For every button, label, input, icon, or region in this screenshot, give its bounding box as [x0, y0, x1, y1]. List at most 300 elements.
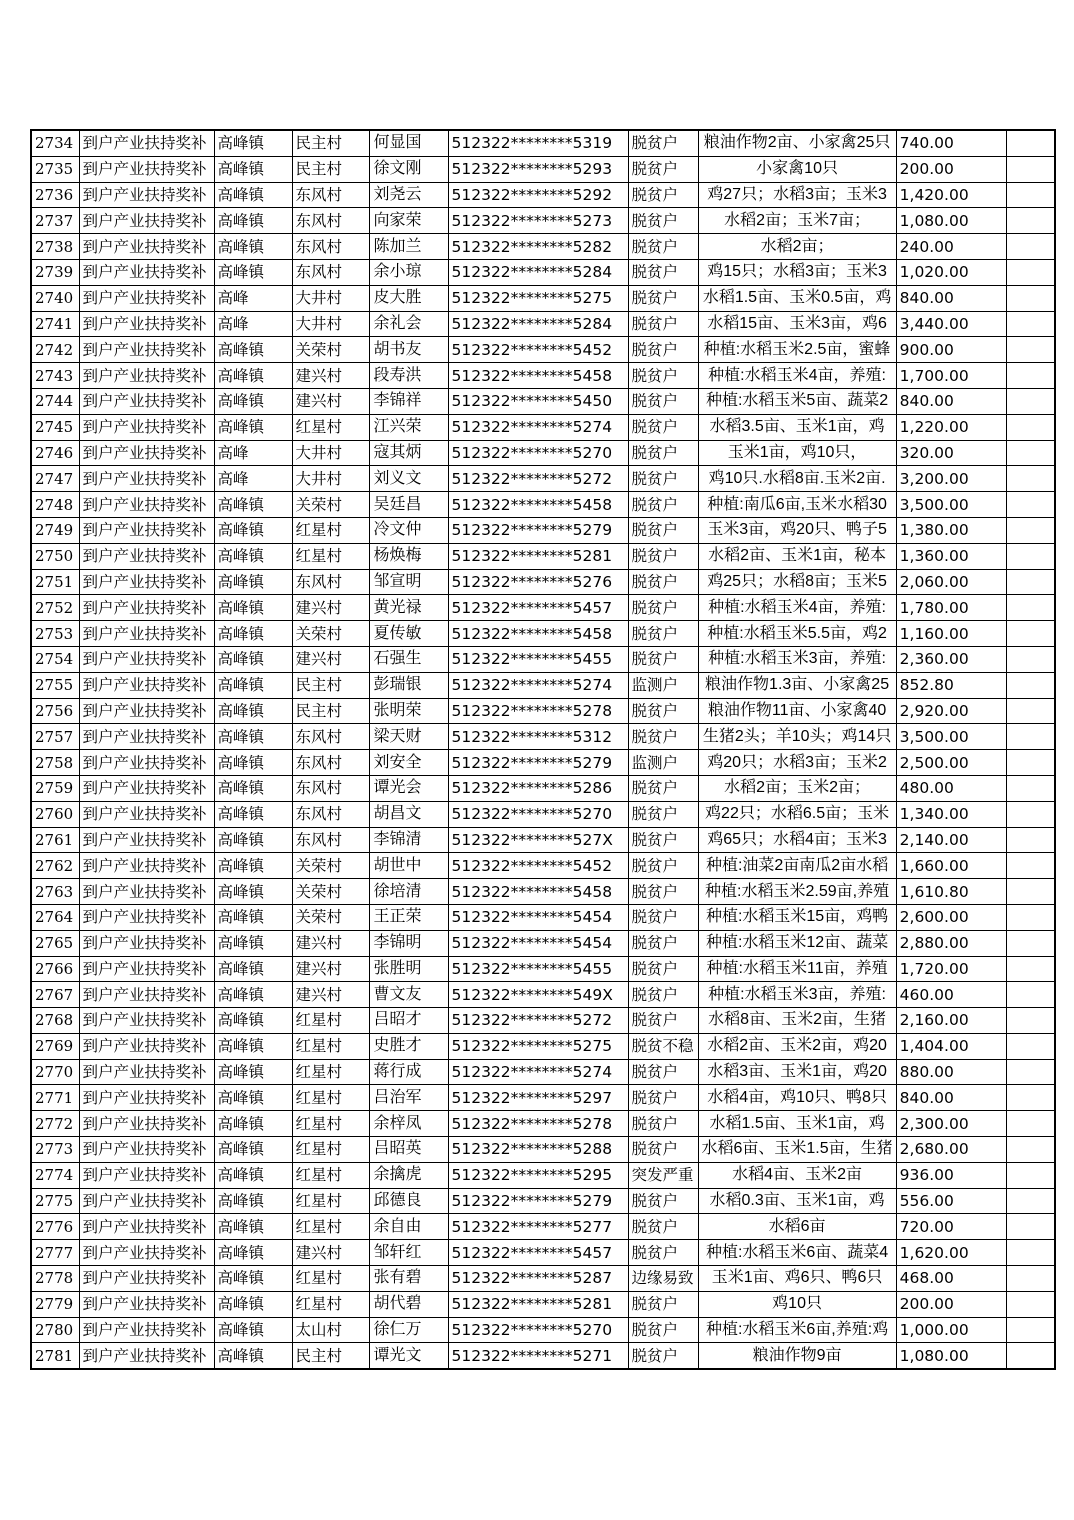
subsidy-table	[30, 129, 1056, 1370]
person-name-cell: 寇其炳	[369, 440, 448, 466]
remark-cell	[1006, 775, 1055, 801]
table-row	[31, 1111, 1055, 1137]
table-row	[31, 827, 1055, 853]
table-row	[31, 414, 1055, 440]
project-name-cell: 到户产业扶持奖补	[79, 440, 214, 466]
table-row	[31, 1059, 1055, 1085]
industry-detail-cell: 种植:水稻玉米6亩,养殖:鸡	[698, 1317, 896, 1343]
project-name-cell: 到户产业扶持奖补	[79, 156, 214, 182]
id-number-cell: 512322********5279	[448, 750, 628, 776]
row-number-cell: 2770	[31, 1059, 79, 1085]
row-number-cell: 2740	[31, 285, 79, 311]
remark-cell	[1006, 930, 1055, 956]
row-number-cell: 2760	[31, 801, 79, 827]
household-type-cell: 脱贫户	[628, 775, 698, 801]
amount-cell: 3,500.00	[896, 724, 1006, 750]
amount-cell: 740.00	[896, 130, 1006, 156]
project-name-cell: 到户产业扶持奖补	[79, 1162, 214, 1188]
row-number-cell: 2755	[31, 672, 79, 698]
row-number-cell: 2764	[31, 904, 79, 930]
town-cell: 高峰镇	[214, 775, 292, 801]
village-cell: 建兴村	[292, 595, 369, 621]
remark-cell	[1006, 363, 1055, 389]
household-type-cell: 脱贫户	[628, 1008, 698, 1034]
household-type-cell: 边缘易致	[628, 1266, 698, 1292]
amount-cell: 240.00	[896, 234, 1006, 260]
id-number-cell: 512322********549X	[448, 982, 628, 1008]
household-type-cell: 突发严重	[628, 1162, 698, 1188]
town-cell: 高峰镇	[214, 388, 292, 414]
town-cell: 高峰镇	[214, 1240, 292, 1266]
household-type-cell: 脱贫户	[628, 130, 698, 156]
village-cell: 红星村	[292, 1033, 369, 1059]
person-name-cell: 谭光会	[369, 775, 448, 801]
amount-cell: 2,160.00	[896, 1008, 1006, 1034]
person-name-cell: 吕昭英	[369, 1137, 448, 1163]
industry-detail-cell: 水稻3.5亩、玉米1亩，鸡	[698, 414, 896, 440]
id-number-cell: 512322********5278	[448, 1111, 628, 1137]
project-name-cell: 到户产业扶持奖补	[79, 801, 214, 827]
village-cell: 东风村	[292, 775, 369, 801]
row-number-cell: 2762	[31, 853, 79, 879]
person-name-cell: 冷文仲	[369, 517, 448, 543]
table-row	[31, 440, 1055, 466]
town-cell: 高峰	[214, 466, 292, 492]
industry-detail-cell: 种植:水稻玉米2.59亩,养殖	[698, 879, 896, 905]
town-cell: 高峰镇	[214, 517, 292, 543]
industry-detail-cell: 水稻1.5亩、玉米0.5亩，鸡	[698, 285, 896, 311]
person-name-cell: 曹文友	[369, 982, 448, 1008]
industry-detail-cell: 种植:油菜2亩南瓜2亩水稻	[698, 853, 896, 879]
amount-cell: 852.80	[896, 672, 1006, 698]
village-cell: 红星村	[292, 1085, 369, 1111]
town-cell: 高峰镇	[214, 363, 292, 389]
project-name-cell: 到户产业扶持奖补	[79, 775, 214, 801]
town-cell: 高峰镇	[214, 182, 292, 208]
town-cell: 高峰镇	[214, 879, 292, 905]
remark-cell	[1006, 956, 1055, 982]
remark-cell	[1006, 724, 1055, 750]
project-name-cell: 到户产业扶持奖补	[79, 1214, 214, 1240]
table-row	[31, 1085, 1055, 1111]
project-name-cell: 到户产业扶持奖补	[79, 982, 214, 1008]
industry-detail-cell: 粮油作物1.3亩、小家禽25	[698, 672, 896, 698]
table-row	[31, 879, 1055, 905]
village-cell: 大井村	[292, 466, 369, 492]
row-number-cell: 2741	[31, 311, 79, 337]
amount-cell: 1,160.00	[896, 621, 1006, 647]
industry-detail-cell: 粮油作物2亩、小家禽25只	[698, 130, 896, 156]
id-number-cell: 512322********5295	[448, 1162, 628, 1188]
id-number-cell: 512322********5319	[448, 130, 628, 156]
table-row	[31, 569, 1055, 595]
amount-cell: 3,200.00	[896, 466, 1006, 492]
village-cell: 红星村	[292, 1266, 369, 1292]
id-number-cell: 512322********5270	[448, 440, 628, 466]
row-number-cell: 2744	[31, 388, 79, 414]
industry-detail-cell: 鸡15只；水稻3亩；玉米3	[698, 259, 896, 285]
amount-cell: 320.00	[896, 440, 1006, 466]
person-name-cell: 余自由	[369, 1214, 448, 1240]
household-type-cell: 脱贫户	[628, 492, 698, 518]
id-number-cell: 512322********5457	[448, 1240, 628, 1266]
table-row	[31, 646, 1055, 672]
id-number-cell: 512322********5274	[448, 414, 628, 440]
village-cell: 红星村	[292, 1188, 369, 1214]
id-number-cell: 512322********527X	[448, 827, 628, 853]
person-name-cell: 李锦清	[369, 827, 448, 853]
industry-detail-cell: 鸡65只；水稻4亩；玉米3	[698, 827, 896, 853]
town-cell: 高峰镇	[214, 672, 292, 698]
amount-cell: 1,340.00	[896, 801, 1006, 827]
amount-cell: 720.00	[896, 1214, 1006, 1240]
household-type-cell: 脱贫户	[628, 311, 698, 337]
village-cell: 关荣村	[292, 337, 369, 363]
amount-cell: 1,220.00	[896, 414, 1006, 440]
town-cell: 高峰镇	[214, 1137, 292, 1163]
industry-detail-cell: 种植:水稻玉米15亩，鸡鸭	[698, 904, 896, 930]
project-name-cell: 到户产业扶持奖补	[79, 337, 214, 363]
industry-detail-cell: 水稻3亩、玉米1亩，鸡20	[698, 1059, 896, 1085]
table-row	[31, 285, 1055, 311]
village-cell: 大井村	[292, 440, 369, 466]
town-cell: 高峰镇	[214, 208, 292, 234]
industry-detail-cell: 水稻4亩、玉米2亩	[698, 1162, 896, 1188]
town-cell: 高峰镇	[214, 827, 292, 853]
project-name-cell: 到户产业扶持奖补	[79, 182, 214, 208]
village-cell: 关荣村	[292, 853, 369, 879]
amount-cell: 1,420.00	[896, 182, 1006, 208]
id-number-cell: 512322********5286	[448, 775, 628, 801]
remark-cell	[1006, 1137, 1055, 1163]
town-cell: 高峰镇	[214, 414, 292, 440]
person-name-cell: 吕治军	[369, 1085, 448, 1111]
project-name-cell: 到户产业扶持奖补	[79, 492, 214, 518]
household-type-cell: 脱贫不稳	[628, 1033, 698, 1059]
project-name-cell: 到户产业扶持奖补	[79, 672, 214, 698]
project-name-cell: 到户产业扶持奖补	[79, 1137, 214, 1163]
remark-cell	[1006, 1059, 1055, 1085]
industry-detail-cell: 种植:水稻玉米12亩、蔬菜	[698, 930, 896, 956]
industry-detail-cell: 种植:水稻玉米11亩，养殖	[698, 956, 896, 982]
id-number-cell: 512322********5450	[448, 388, 628, 414]
town-cell: 高峰镇	[214, 543, 292, 569]
remark-cell	[1006, 801, 1055, 827]
amount-cell: 3,440.00	[896, 311, 1006, 337]
project-name-cell: 到户产业扶持奖补	[79, 1188, 214, 1214]
row-number-cell: 2752	[31, 595, 79, 621]
project-name-cell: 到户产业扶持奖补	[79, 853, 214, 879]
table-row	[31, 1188, 1055, 1214]
household-type-cell: 脱贫户	[628, 621, 698, 647]
household-type-cell: 脱贫户	[628, 569, 698, 595]
row-number-cell: 2778	[31, 1266, 79, 1292]
amount-cell: 840.00	[896, 388, 1006, 414]
household-type-cell: 监测户	[628, 750, 698, 776]
town-cell: 高峰镇	[214, 130, 292, 156]
town-cell: 高峰镇	[214, 259, 292, 285]
industry-detail-cell: 种植:水稻玉米2.5亩，蜜蜂	[698, 337, 896, 363]
amount-cell: 3,500.00	[896, 492, 1006, 518]
household-type-cell: 脱贫户	[628, 956, 698, 982]
industry-detail-cell: 生猪2头；羊10头；鸡14只	[698, 724, 896, 750]
id-number-cell: 512322********5277	[448, 1214, 628, 1240]
remark-cell	[1006, 569, 1055, 595]
industry-detail-cell: 水稻2亩、玉米2亩，鸡20	[698, 1033, 896, 1059]
amount-cell: 2,880.00	[896, 930, 1006, 956]
village-cell: 民主村	[292, 698, 369, 724]
town-cell: 高峰镇	[214, 1291, 292, 1317]
row-number-cell: 2739	[31, 259, 79, 285]
industry-detail-cell: 玉米3亩，鸡20只、鸭子5	[698, 517, 896, 543]
id-number-cell: 512322********5293	[448, 156, 628, 182]
town-cell: 高峰	[214, 285, 292, 311]
project-name-cell: 到户产业扶持奖补	[79, 904, 214, 930]
village-cell: 红星村	[292, 414, 369, 440]
village-cell: 关荣村	[292, 492, 369, 518]
table-row	[31, 363, 1055, 389]
table-row	[31, 853, 1055, 879]
household-type-cell: 脱贫户	[628, 698, 698, 724]
person-name-cell: 余小琼	[369, 259, 448, 285]
id-number-cell: 512322********5288	[448, 1137, 628, 1163]
industry-detail-cell: 种植:南瓜6亩,玉米水稻30	[698, 492, 896, 518]
industry-detail-cell: 种植:水稻玉米4亩，养殖:	[698, 595, 896, 621]
remark-cell	[1006, 1317, 1055, 1343]
table-row	[31, 698, 1055, 724]
project-name-cell: 到户产业扶持奖补	[79, 698, 214, 724]
village-cell: 东风村	[292, 259, 369, 285]
remark-cell	[1006, 311, 1055, 337]
project-name-cell: 到户产业扶持奖补	[79, 363, 214, 389]
project-name-cell: 到户产业扶持奖补	[79, 1111, 214, 1137]
remark-cell	[1006, 517, 1055, 543]
amount-cell: 1,610.80	[896, 879, 1006, 905]
remark-cell	[1006, 492, 1055, 518]
project-name-cell: 到户产业扶持奖补	[79, 1343, 214, 1369]
person-name-cell: 邹宣明	[369, 569, 448, 595]
id-number-cell: 512322********5279	[448, 1188, 628, 1214]
table-row	[31, 750, 1055, 776]
person-name-cell: 刘义文	[369, 466, 448, 492]
household-type-cell: 监测户	[628, 672, 698, 698]
town-cell: 高峰镇	[214, 1033, 292, 1059]
table-row	[31, 130, 1055, 156]
household-type-cell: 脱贫户	[628, 285, 698, 311]
person-name-cell: 余礼会	[369, 311, 448, 337]
amount-cell: 840.00	[896, 285, 1006, 311]
id-number-cell: 512322********5312	[448, 724, 628, 750]
town-cell: 高峰镇	[214, 156, 292, 182]
remark-cell	[1006, 646, 1055, 672]
village-cell: 民主村	[292, 130, 369, 156]
person-name-cell: 胡昌文	[369, 801, 448, 827]
table-row	[31, 595, 1055, 621]
table-row	[31, 1162, 1055, 1188]
person-name-cell: 刘安全	[369, 750, 448, 776]
village-cell: 东风村	[292, 827, 369, 853]
town-cell: 高峰镇	[214, 1059, 292, 1085]
project-name-cell: 到户产业扶持奖补	[79, 414, 214, 440]
industry-detail-cell: 小家禽10只	[698, 156, 896, 182]
industry-detail-cell: 水稻0.3亩、玉米1亩，鸡	[698, 1188, 896, 1214]
amount-cell: 1,700.00	[896, 363, 1006, 389]
amount-cell: 936.00	[896, 1162, 1006, 1188]
town-cell: 高峰镇	[214, 956, 292, 982]
person-name-cell: 王正荣	[369, 904, 448, 930]
person-name-cell: 张有碧	[369, 1266, 448, 1292]
id-number-cell: 512322********5284	[448, 311, 628, 337]
project-name-cell: 到户产业扶持奖补	[79, 208, 214, 234]
amount-cell: 2,680.00	[896, 1137, 1006, 1163]
industry-detail-cell: 鸡10只	[698, 1291, 896, 1317]
project-name-cell: 到户产业扶持奖补	[79, 750, 214, 776]
id-number-cell: 512322********5454	[448, 904, 628, 930]
household-type-cell: 脱贫户	[628, 646, 698, 672]
household-type-cell: 脱贫户	[628, 595, 698, 621]
person-name-cell: 吕昭才	[369, 1008, 448, 1034]
id-number-cell: 512322********5276	[448, 569, 628, 595]
village-cell: 关荣村	[292, 904, 369, 930]
table-row	[31, 517, 1055, 543]
village-cell: 东风村	[292, 801, 369, 827]
town-cell: 高峰镇	[214, 1111, 292, 1137]
town-cell: 高峰镇	[214, 750, 292, 776]
person-name-cell: 李锦祥	[369, 388, 448, 414]
household-type-cell: 脱贫户	[628, 1137, 698, 1163]
remark-cell	[1006, 1188, 1055, 1214]
industry-detail-cell: 种植:水稻玉米6亩、蔬菜4	[698, 1240, 896, 1266]
person-name-cell: 徐仁万	[369, 1317, 448, 1343]
household-type-cell: 脱贫户	[628, 853, 698, 879]
household-type-cell: 脱贫户	[628, 1111, 698, 1137]
row-number-cell: 2772	[31, 1111, 79, 1137]
id-number-cell: 512322********5282	[448, 234, 628, 260]
town-cell: 高峰镇	[214, 621, 292, 647]
amount-cell: 556.00	[896, 1188, 1006, 1214]
industry-detail-cell: 水稻6亩	[698, 1214, 896, 1240]
amount-cell: 2,600.00	[896, 904, 1006, 930]
person-name-cell: 邱德良	[369, 1188, 448, 1214]
amount-cell: 1,720.00	[896, 956, 1006, 982]
project-name-cell: 到户产业扶持奖补	[79, 1008, 214, 1034]
row-number-cell: 2748	[31, 492, 79, 518]
amount-cell: 840.00	[896, 1085, 1006, 1111]
town-cell: 高峰	[214, 440, 292, 466]
industry-detail-cell: 种植:水稻玉米5.5亩，鸡2	[698, 621, 896, 647]
project-name-cell: 到户产业扶持奖补	[79, 724, 214, 750]
industry-detail-cell: 种植:水稻玉米4亩，养殖:	[698, 363, 896, 389]
id-number-cell: 512322********5281	[448, 543, 628, 569]
remark-cell	[1006, 1240, 1055, 1266]
amount-cell: 200.00	[896, 156, 1006, 182]
village-cell: 大井村	[292, 311, 369, 337]
amount-cell: 1,404.00	[896, 1033, 1006, 1059]
id-number-cell: 512322********5292	[448, 182, 628, 208]
id-number-cell: 512322********5272	[448, 1008, 628, 1034]
household-type-cell: 脱贫户	[628, 414, 698, 440]
remark-cell	[1006, 672, 1055, 698]
id-number-cell: 512322********5455	[448, 956, 628, 982]
project-name-cell: 到户产业扶持奖补	[79, 1266, 214, 1292]
remark-cell	[1006, 337, 1055, 363]
village-cell: 红星村	[292, 543, 369, 569]
table-row	[31, 775, 1055, 801]
household-type-cell: 脱贫户	[628, 1085, 698, 1111]
id-number-cell: 512322********5455	[448, 646, 628, 672]
remark-cell	[1006, 414, 1055, 440]
project-name-cell: 到户产业扶持奖补	[79, 827, 214, 853]
id-number-cell: 512322********5270	[448, 1317, 628, 1343]
industry-detail-cell: 玉米1亩，鸡10只，	[698, 440, 896, 466]
household-type-cell: 脱贫户	[628, 388, 698, 414]
industry-detail-cell: 水稻1.5亩、玉米1亩，鸡	[698, 1111, 896, 1137]
remark-cell	[1006, 182, 1055, 208]
remark-cell	[1006, 388, 1055, 414]
row-number-cell: 2773	[31, 1137, 79, 1163]
remark-cell	[1006, 208, 1055, 234]
village-cell: 建兴村	[292, 646, 369, 672]
id-number-cell: 512322********5273	[448, 208, 628, 234]
household-type-cell: 脱贫户	[628, 930, 698, 956]
id-number-cell: 512322********5458	[448, 492, 628, 518]
person-name-cell: 石强生	[369, 646, 448, 672]
village-cell: 民主村	[292, 156, 369, 182]
person-name-cell: 向家荣	[369, 208, 448, 234]
table-row	[31, 337, 1055, 363]
amount-cell: 1,620.00	[896, 1240, 1006, 1266]
row-number-cell: 2737	[31, 208, 79, 234]
household-type-cell: 脱贫户	[628, 543, 698, 569]
household-type-cell: 脱贫户	[628, 879, 698, 905]
row-number-cell: 2774	[31, 1162, 79, 1188]
person-name-cell: 张胜明	[369, 956, 448, 982]
project-name-cell: 到户产业扶持奖补	[79, 930, 214, 956]
person-name-cell: 张明荣	[369, 698, 448, 724]
amount-cell: 1,360.00	[896, 543, 1006, 569]
town-cell: 高峰镇	[214, 337, 292, 363]
village-cell: 关荣村	[292, 879, 369, 905]
household-type-cell: 脱贫户	[628, 724, 698, 750]
village-cell: 红星村	[292, 1137, 369, 1163]
table-row	[31, 672, 1055, 698]
town-cell: 高峰镇	[214, 1214, 292, 1240]
remark-cell	[1006, 1085, 1055, 1111]
project-name-cell: 到户产业扶持奖补	[79, 1317, 214, 1343]
village-cell: 建兴村	[292, 982, 369, 1008]
person-name-cell: 李锦明	[369, 930, 448, 956]
person-name-cell: 余擒虎	[369, 1162, 448, 1188]
village-cell: 东风村	[292, 569, 369, 595]
village-cell: 建兴村	[292, 1240, 369, 1266]
amount-cell: 1,660.00	[896, 853, 1006, 879]
town-cell: 高峰	[214, 311, 292, 337]
village-cell: 东风村	[292, 750, 369, 776]
village-cell: 太山村	[292, 1317, 369, 1343]
table-row	[31, 234, 1055, 260]
row-number-cell: 2754	[31, 646, 79, 672]
table-row	[31, 156, 1055, 182]
remark-cell	[1006, 259, 1055, 285]
table-row	[31, 311, 1055, 337]
row-number-cell: 2757	[31, 724, 79, 750]
table-row	[31, 182, 1055, 208]
person-name-cell: 徐文刚	[369, 156, 448, 182]
table-row	[31, 724, 1055, 750]
industry-detail-cell: 粮油作物9亩	[698, 1343, 896, 1369]
row-number-cell: 2765	[31, 930, 79, 956]
village-cell: 红星村	[292, 1214, 369, 1240]
